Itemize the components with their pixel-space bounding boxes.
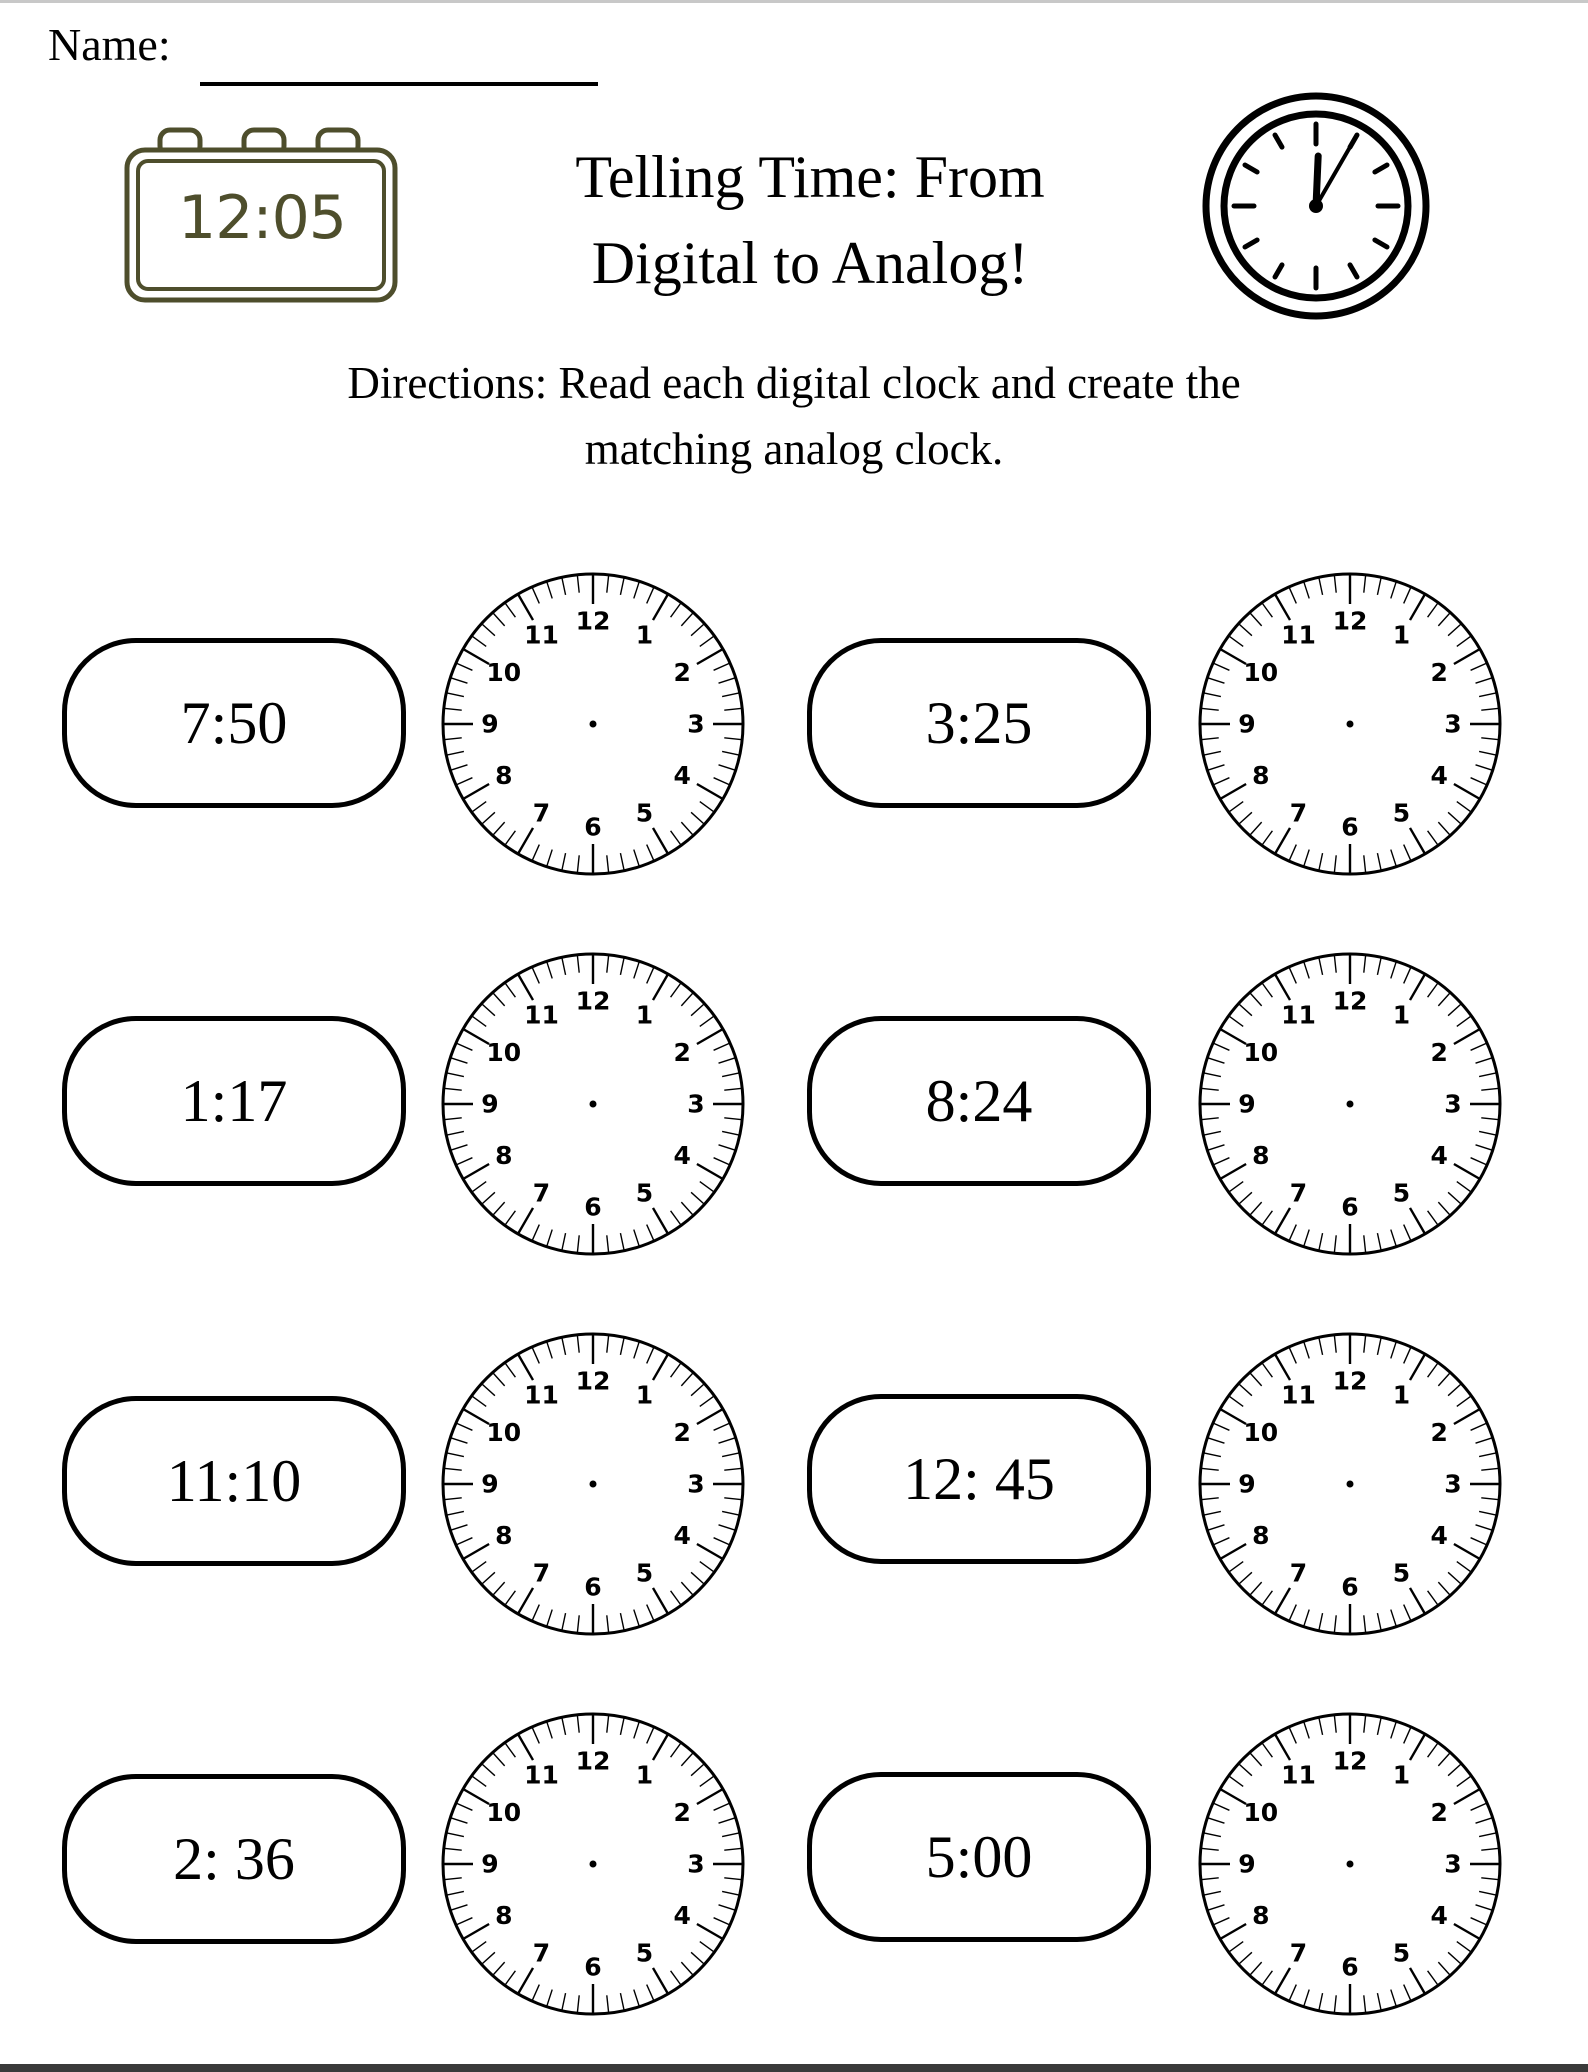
clock-numeral-8: 8 [495,1141,513,1170]
clock-numeral-8: 8 [495,761,513,790]
clock-numeral-1: 1 [635,620,654,650]
clock-numeral-5: 5 [635,798,654,828]
clock-numeral-5: 5 [1392,1558,1411,1588]
digital-time-box: 12: 45 [807,1394,1151,1564]
clock-numeral-8: 8 [1252,1901,1270,1930]
clock-center-dot [1347,1861,1354,1868]
clock-numeral-7: 7 [1289,1178,1308,1208]
clock-center-dot [590,1101,597,1108]
digital-time-box: 7:50 [62,638,406,808]
name-label: Name: [48,19,171,70]
clock-numeral-12: 12 [575,1366,611,1396]
blank-analog-clock[interactable] [435,1326,751,1642]
clock-numeral-8: 8 [1252,761,1270,790]
clock-numeral-3: 3 [687,1089,705,1119]
page-top-edge [0,0,1588,3]
clock-numeral-1: 1 [1392,1380,1411,1410]
clock-numeral-11: 11 [1281,1380,1316,1410]
digital-time-box: 11:10 [62,1396,406,1566]
clock-numeral-12: 12 [575,986,611,1016]
clock-center-dot [1347,1481,1354,1488]
clock-numeral-12: 12 [575,606,611,636]
clock-numeral-7: 7 [1289,798,1308,828]
blank-analog-clock[interactable] [1192,946,1508,1262]
digital-time-box: 5:00 [807,1772,1151,1942]
clock-numeral-6: 6 [1341,812,1359,842]
clock-numeral-3: 3 [687,709,705,739]
clock-numeral-12: 12 [1332,1366,1368,1396]
clock-numeral-2: 2 [673,658,691,687]
clock-numeral-5: 5 [635,1558,654,1588]
clock-numeral-3: 3 [1444,1469,1462,1499]
clock-numeral-2: 2 [1430,1038,1448,1067]
clock-numeral-3: 3 [687,1469,705,1499]
directions-line-2: matching analog clock. [584,424,1004,474]
clock-numeral-2: 2 [1430,1798,1448,1827]
clock-numeral-7: 7 [532,1178,551,1208]
clock-numeral-10: 10 [1243,1418,1279,1447]
clock-numeral-6: 6 [1341,1192,1359,1222]
blank-analog-clock[interactable] [1192,1326,1508,1642]
page-title [500,134,1120,306]
clock-numeral-9: 9 [481,709,499,739]
title-line-1: Telling Time: From [575,144,1045,210]
wall-clock-icon [1200,90,1432,322]
clock-numeral-3: 3 [1444,1849,1462,1879]
clock-numeral-3: 3 [1444,709,1462,739]
clock-numeral-10: 10 [486,1798,522,1827]
clock-numeral-9: 9 [481,1089,499,1119]
wall-clock-hour-hand [1316,156,1318,206]
clock-numeral-12: 12 [1332,986,1368,1016]
clock-numeral-1: 1 [1392,620,1411,650]
blank-analog-clock[interactable] [435,946,751,1262]
clock-numeral-4: 4 [673,761,691,790]
clock-numeral-7: 7 [1289,1558,1308,1588]
clock-numeral-1: 1 [635,1000,654,1030]
clock-center-dot [590,721,597,728]
digital-time-box: 8:24 [807,1016,1151,1186]
clock-numeral-8: 8 [1252,1521,1270,1550]
clock-numeral-9: 9 [481,1849,499,1879]
page-bottom-edge [0,2064,1588,2072]
clock-numeral-2: 2 [1430,1418,1448,1447]
clock-numeral-6: 6 [584,812,602,842]
clock-numeral-10: 10 [1243,1798,1279,1827]
blank-analog-clock[interactable] [435,1706,751,2022]
title-line-2: Digital to Analog! [591,230,1029,296]
clock-numeral-7: 7 [532,1938,551,1968]
clock-numeral-1: 1 [635,1380,654,1410]
clock-numeral-8: 8 [495,1521,513,1550]
clock-center-dot [590,1481,597,1488]
clock-numeral-2: 2 [673,1798,691,1827]
clock-numeral-10: 10 [486,1038,522,1067]
clock-numeral-5: 5 [635,1178,654,1208]
clock-numeral-10: 10 [1243,658,1279,687]
clock-numeral-9: 9 [1238,1089,1256,1119]
clock-center-dot [1347,1101,1354,1108]
clock-numeral-2: 2 [1430,658,1448,687]
clock-numeral-10: 10 [1243,1038,1279,1067]
clock-numeral-11: 11 [524,1760,559,1790]
clock-numeral-10: 10 [486,1418,522,1447]
clock-numeral-4: 4 [1430,1521,1448,1550]
digital-time-box: 1:17 [62,1016,406,1186]
digital-alarm-display: 12:05 [178,183,346,253]
clock-center-dot [590,1861,597,1868]
clock-numeral-2: 2 [673,1418,691,1447]
clock-numeral-5: 5 [1392,1938,1411,1968]
clock-numeral-3: 3 [687,1849,705,1879]
name-answer-line[interactable] [200,82,598,86]
clock-numeral-9: 9 [481,1469,499,1499]
clock-numeral-4: 4 [1430,1141,1448,1170]
digital-time-box: 2: 36 [62,1774,406,1944]
clock-numeral-6: 6 [584,1192,602,1222]
blank-analog-clock[interactable] [1192,1706,1508,2022]
clock-numeral-1: 1 [1392,1760,1411,1790]
clock-numeral-6: 6 [1341,1572,1359,1602]
clock-numeral-12: 12 [575,1746,611,1776]
clock-numeral-6: 6 [584,1572,602,1602]
blank-analog-clock[interactable] [435,566,751,882]
clock-numeral-1: 1 [635,1760,654,1790]
digital-time-box: 3:25 [807,638,1151,808]
clock-numeral-10: 10 [486,658,522,687]
clock-numeral-7: 7 [532,798,551,828]
clock-numeral-4: 4 [1430,1901,1448,1930]
clock-numeral-11: 11 [1281,1000,1316,1030]
clock-numeral-12: 12 [1332,606,1368,636]
clock-numeral-11: 11 [524,1000,559,1030]
clock-numeral-1: 1 [1392,1000,1411,1030]
clock-numeral-4: 4 [673,1141,691,1170]
clock-numeral-9: 9 [1238,709,1256,739]
clock-numeral-2: 2 [673,1038,691,1067]
clock-numeral-12: 12 [1332,1746,1368,1776]
clock-numeral-5: 5 [1392,798,1411,828]
clock-numeral-11: 11 [524,1380,559,1410]
clock-numeral-9: 9 [1238,1849,1256,1879]
clock-numeral-6: 6 [584,1952,602,1982]
clock-center-dot [1347,721,1354,728]
clock-numeral-11: 11 [524,620,559,650]
clock-numeral-6: 6 [1341,1952,1359,1982]
clock-numeral-3: 3 [1444,1089,1462,1119]
clock-numeral-4: 4 [1430,761,1448,790]
clock-numeral-5: 5 [1392,1178,1411,1208]
clock-numeral-4: 4 [673,1521,691,1550]
clock-numeral-7: 7 [1289,1938,1308,1968]
clock-numeral-8: 8 [495,1901,513,1930]
clock-numeral-5: 5 [635,1938,654,1968]
clock-numeral-7: 7 [532,1558,551,1588]
clock-numeral-11: 11 [1281,1760,1316,1790]
clock-numeral-9: 9 [1238,1469,1256,1499]
clock-numeral-4: 4 [673,1901,691,1930]
clock-numeral-11: 11 [1281,620,1316,650]
blank-analog-clock[interactable] [1192,566,1508,882]
clock-numeral-8: 8 [1252,1141,1270,1170]
directions-text [200,350,1388,482]
directions-line-1: Directions: Read each digital clock and create the [347,358,1241,408]
